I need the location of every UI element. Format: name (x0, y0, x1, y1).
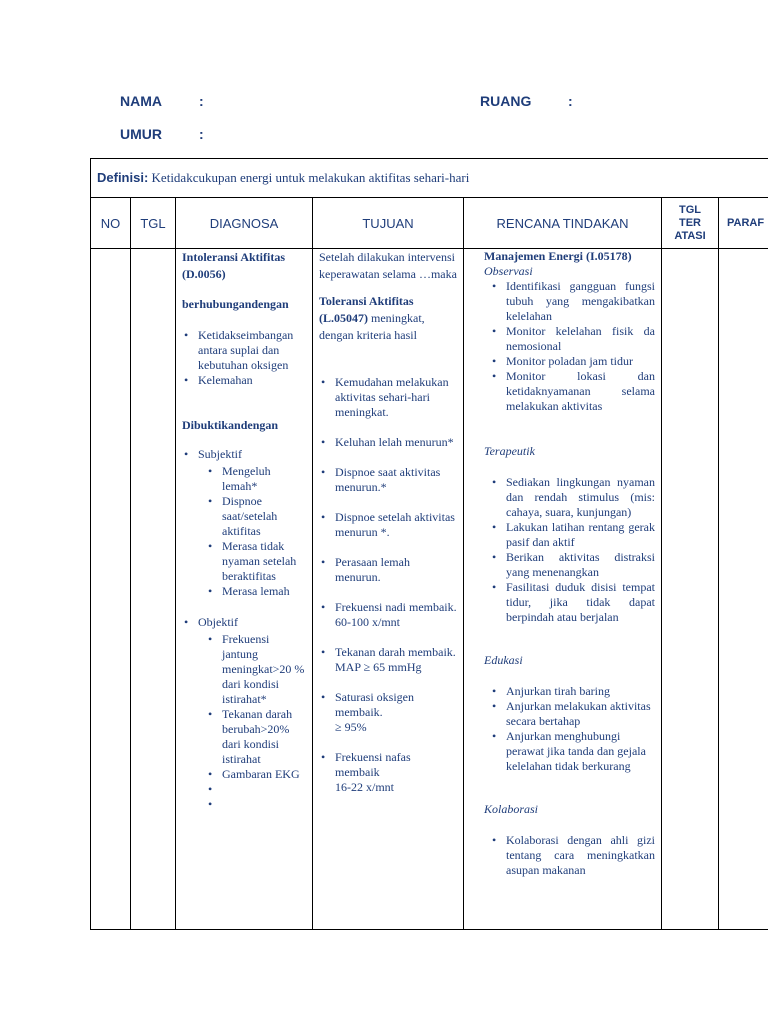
terapeutik-label: Terapeutik (484, 444, 535, 458)
col-header-diagnosa: DIAGNOSA (176, 198, 313, 249)
list-item: • Anjurkan tirah baring (506, 684, 655, 699)
list-item: • Monitor kelelahan fisik da nemosional (506, 324, 655, 354)
umur-label: UMUR (120, 126, 162, 142)
list-item: • Tekanan darah membaik. MAP ≥ 65 mmHg (335, 645, 457, 675)
list-item: • Kelemahan (198, 373, 306, 388)
terapeutik-list (484, 475, 655, 625)
list-item: • Frekuensi jantung meningkat>20 % dari kondisi istirahat* (222, 632, 306, 707)
col-header-rencana: RENCANA TINDAKAN (464, 198, 662, 249)
list-item: • Fasilitasi duduk disisi tempat tidur, jika tidak dapat berpindah atau berjalan (506, 580, 655, 625)
list-item: • Sediakan lingkungan nyaman dan rendah stimulus (mis: cahaya, suara, kunjungan) (506, 475, 655, 520)
list-item: • Saturasi oksigen membaik. ≥ 95% (335, 690, 457, 735)
tujuan-outcome (319, 293, 457, 344)
col-header-tgl: TGL (131, 198, 176, 249)
list-item: • Lakukan latihan rentang gerak pasif dan aktif (506, 520, 655, 550)
tgl-cell (131, 249, 176, 930)
care-plan-table (90, 158, 768, 930)
paraf-cell (719, 249, 768, 930)
col-header-tujuan: TUJUAN (313, 198, 464, 249)
list-item: • Merasa tidak nyaman setelah beraktifitas (222, 539, 306, 584)
tgl-teratasi-line-2: TER (679, 216, 701, 229)
edukasi-list (484, 684, 655, 774)
edukasi-label: Edukasi (484, 653, 523, 667)
definition-text: Ketidakcukupan energi untuk melakukan aktifitas sehari-hari (151, 170, 470, 185)
subjective-list (198, 464, 306, 599)
list-item: • Monitor poladan jam tidur (506, 354, 655, 369)
tgl-teratasi-line-3: ATASI (674, 229, 706, 242)
kolaborasi-label: Kolaborasi (484, 802, 539, 816)
diagnosa-title: Intoleransi Aktifitas (D.0056) (182, 250, 286, 281)
list-item (222, 797, 306, 812)
subjective-item (198, 447, 306, 599)
definition-row (91, 159, 768, 198)
objective-list (198, 632, 306, 812)
observasi-list (484, 279, 655, 414)
observasi-label: Observasi (484, 264, 533, 278)
list-item: • Kolaborasi dengan ahli gizi tentang cara meningkatkan asupan makanan (506, 833, 655, 878)
nama-label: NAMA (120, 93, 162, 109)
objective-label: Objektif (198, 615, 238, 629)
evidence-list (182, 447, 306, 812)
umur-colon: : (199, 126, 204, 142)
subjective-label: Subjektif (198, 447, 242, 461)
list-item: • Tekanan darah berubah>20% dari kondisi istirahat (222, 707, 306, 767)
ruang-colon: : (568, 93, 573, 109)
list-item: • Berikan aktivitas distraksi yang menenangkan (506, 550, 655, 580)
tujuan-cell (313, 249, 464, 930)
related-list (182, 328, 306, 388)
related-label: berhubungandengan (182, 297, 289, 311)
col-header-tgl-teratasi (662, 198, 719, 249)
rencana-cell (464, 249, 662, 930)
list-item: • Ketidakseimbangan antara suplai dan kebutuhan oksigen (198, 328, 306, 373)
outcome-rest: meningkat, dengan kriteria hasil (319, 311, 425, 342)
list-item: • Dispnoe setelah aktivitas menurun *. (335, 510, 457, 540)
col-header-paraf: PARAF (719, 198, 768, 249)
list-item: • Keluhan lelah menurun* (335, 435, 457, 450)
evidence-label: Dibuktikandengan (182, 418, 279, 432)
list-item (222, 782, 306, 797)
list-item: • Frekuensi nafas membaik 16-22 x/mnt (335, 750, 457, 795)
outcome-bold: Toleransi Aktifitas (L.05047) (319, 294, 414, 325)
list-item: • Merasa lemah (222, 584, 306, 599)
list-item: • Identifikasi gangguan fungsi tubuh yang mengakibatkan kelelahan (506, 279, 655, 324)
list-item: • Perasaan lemah menurun. (335, 555, 457, 585)
definition-label: Definisi: (97, 170, 149, 185)
objective-item (198, 615, 306, 812)
diagnosa-cell (176, 249, 313, 930)
tujuan-intro: Setelah dilakukan intervensi keperawatan selama …maka (319, 250, 457, 281)
no-cell (91, 249, 131, 930)
list-item: • Dispnoe saat/setelah aktifitas (222, 494, 306, 539)
tgl-teratasi-line-1: TGL (679, 203, 701, 216)
list-item: • Mengeluh lemah* (222, 464, 306, 494)
list-item: • Dispnoe saat aktivitas menurun.* (335, 465, 457, 495)
list-item: • Anjurkan melakukan aktivitas secara bertahap (506, 699, 655, 729)
nama-colon: : (199, 93, 204, 109)
tgl-teratasi-cell (662, 249, 719, 930)
list-item: • Monitor lokasi dan ketidaknyamanan selama melakukan aktivitas (506, 369, 655, 414)
ruang-label: RUANG (480, 93, 532, 109)
kolaborasi-list (484, 833, 655, 878)
list-item: • Anjurkan menghubungi perawat jika tanda dan gejala kelelahan tidak berkurang (506, 729, 655, 774)
criteria-list (319, 360, 457, 810)
col-header-no: NO (91, 198, 131, 249)
list-item: • Kemudahan melakukan aktivitas sehari-hari meningkat. (335, 375, 457, 420)
list-item: • Frekuensi nadi membaik. 60-100 x/mnt (335, 600, 457, 630)
list-item: • Gambaran EKG (222, 767, 306, 782)
rencana-title: Manajemen Energi (I.05178) (484, 249, 632, 263)
